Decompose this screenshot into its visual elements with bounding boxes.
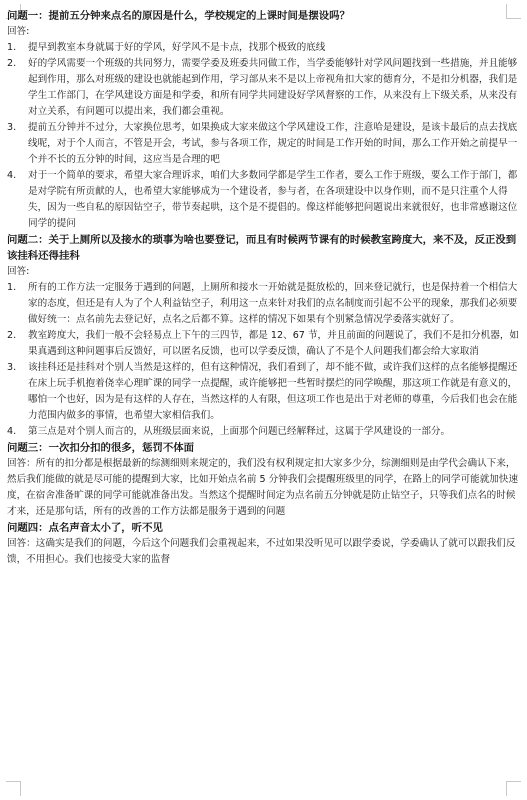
list-item-text: 好的学风需要一个班级的共同努力，需要学委及班委共同做工作，当学委能够针对学风问题找到一些措施，并且能够起到作用，那么对班级的建设也就能起到作用，学习部从来不是以上帝视角扣大家的德育分，不是扣分机器，我们是学生工作部门，在学风建设方面是和学委，和所有同学共同建设好学风督察的工作，从来没有上下级关系，从来没有对立关系，有问题可以提出来，我们都会重视。 (28, 58, 518, 117)
list-item-text: 教室跨度大，我们一般不会轻易点上下午的三四节，都是 12、67 节，并且前面的问题说了，我们不是扣分机器，如果真遇到这种问题事后反馈好，可以匿名反馈，也可以学委反馈，确认了不是个人问题我们都会给大家取消 (28, 330, 520, 357)
list-item-text: 提早到教室本身就属于好的学风，好学风不是卡点，找那个极致的底线 (28, 42, 326, 53)
answer-paragraph: 回答：所有的扣分都是根据最新的综测细则来规定的，我们没有权利规定扣大家多少分，综测细则是由学代会确认下来，然后我们能做的就是尽可能的提醒到大家，比如开始点名前 5 分钟我们会提醒班级里的同学，在路上的同学可能就加快速度，在宿舍准备旷课的同学可能就准备出发。当然这个提醒时间定为点名前五分钟就是防止钻空子，只等我们点名的时候才来，还是那句话，所有的改善的工作方法都是服务于遇到的问题 (7, 458, 519, 517)
qa-section-3 (7, 440, 519, 520)
list-item-text: 第三点是对个别人而言的，从班级层面来说，上面那个问题已经解释过，这属于学风建设的一部分。 (28, 426, 451, 437)
list-item-text: 对于一个简单的要求，希望大家合理诉求，咱们大多数同学都是学生工作者，要么工作于班级，要么工作于部门，都是对学院有所贡献的人，也希望大家能够成为一个建设者，参与者，在各项建设中以身作则，而不是只注重个人得失，因为一些自私的原因钻空子，带节奏起哄，这个是不提倡的。像这样能够把问题说出来就很好，也非常感谢这位同学的提问 (28, 170, 518, 229)
answer-list (7, 40, 519, 232)
list-item-text: 该挂科还是挂科对个别人当然是这样的，但有这种情况，我们看到了，却不能不做，或许我们这样的点名能够提醒还在床上玩手机抱着侥幸心理旷课的同学一点提醒，或许能够把一些暂时摆烂的同学唤醒，那这项工作就是有意义的，哪怕一个也好，因为是有这样的人存在，当然这样的人有限，但这项工作也是出于对老师的尊重，今后我们也会在能力范围内做多的事情，也希望大家相信我们。 (28, 362, 518, 421)
list-number: 4. (7, 426, 17, 437)
list-number: 4. (7, 170, 17, 181)
answer-paragraph: 回答：这确实是我们的问题，今后这个问题我们会重视起来，不过如果没听见可以跟学委说，学委确认了就可以跟我们反馈，不用担心。我们也接受大家的监督 (7, 538, 516, 565)
list-number: 3. (7, 362, 17, 373)
list-item-text: 所有的工作方法一定服务于遇到的问题，上厕所和接水一开始就是挺放松的，回来登记就行，也是保持着一个相信大家的态度，但还是有人为了个人利益钻空子，利用这一点来针对我们的点名制度而引起不公平的现象，那我们必须要做好统一：点名前先去登记好，点名之后都不算。这样的情况下如果有个别紧急情况学委落实就好了。 (28, 282, 518, 325)
qa-section-1 (7, 8, 519, 232)
list-item (7, 360, 519, 424)
list-item (7, 56, 519, 120)
list-number: 2. (7, 330, 17, 341)
list-item (7, 120, 519, 168)
list-item (7, 40, 519, 56)
document-body (7, 8, 519, 568)
question-heading: 问题一：提前五分钟来点名的原因是什么，学校规定的上课时间是摆设吗？ (7, 10, 350, 22)
answer-label: 回答: (7, 26, 30, 37)
page-corner-mark (506, 781, 521, 796)
list-item (7, 328, 519, 360)
question-heading: 问题三：一次扣分扣的很多，惩罚不体面 (7, 442, 195, 454)
list-item-text: 提前五分钟并不过分，大家换位思考，如果换成大家来做这个学风建设工作，注意哈是建设，是该卡最后的点去找底线呢，对于个人而言，不管是开会，考试，参与各项工作，规定的时间是工作开始的时间，那么工作开始之前提早一个并不长的五分钟的时间，这应当是合理的吧 (28, 122, 518, 165)
list-item (7, 280, 519, 328)
list-item (7, 424, 519, 440)
list-number: 1. (7, 282, 17, 293)
answer-label: 回答: (7, 266, 30, 277)
qa-section-2 (7, 232, 519, 440)
qa-section-4 (7, 520, 519, 568)
list-number: 1. (7, 42, 17, 53)
page-corner-mark (6, 781, 21, 796)
list-number: 2. (7, 58, 17, 69)
list-item (7, 168, 519, 232)
list-number: 3. (7, 122, 17, 133)
question-heading: 问题二：关于上厕所以及接水的琐事为啥也要登记，而且有时候两节课有的时候教室跨度大，来不及，反正没到该挂科还得挂科 (7, 234, 517, 262)
answer-list (7, 280, 519, 440)
question-heading: 问题四：点名声音太小了，听不见 (7, 522, 163, 534)
